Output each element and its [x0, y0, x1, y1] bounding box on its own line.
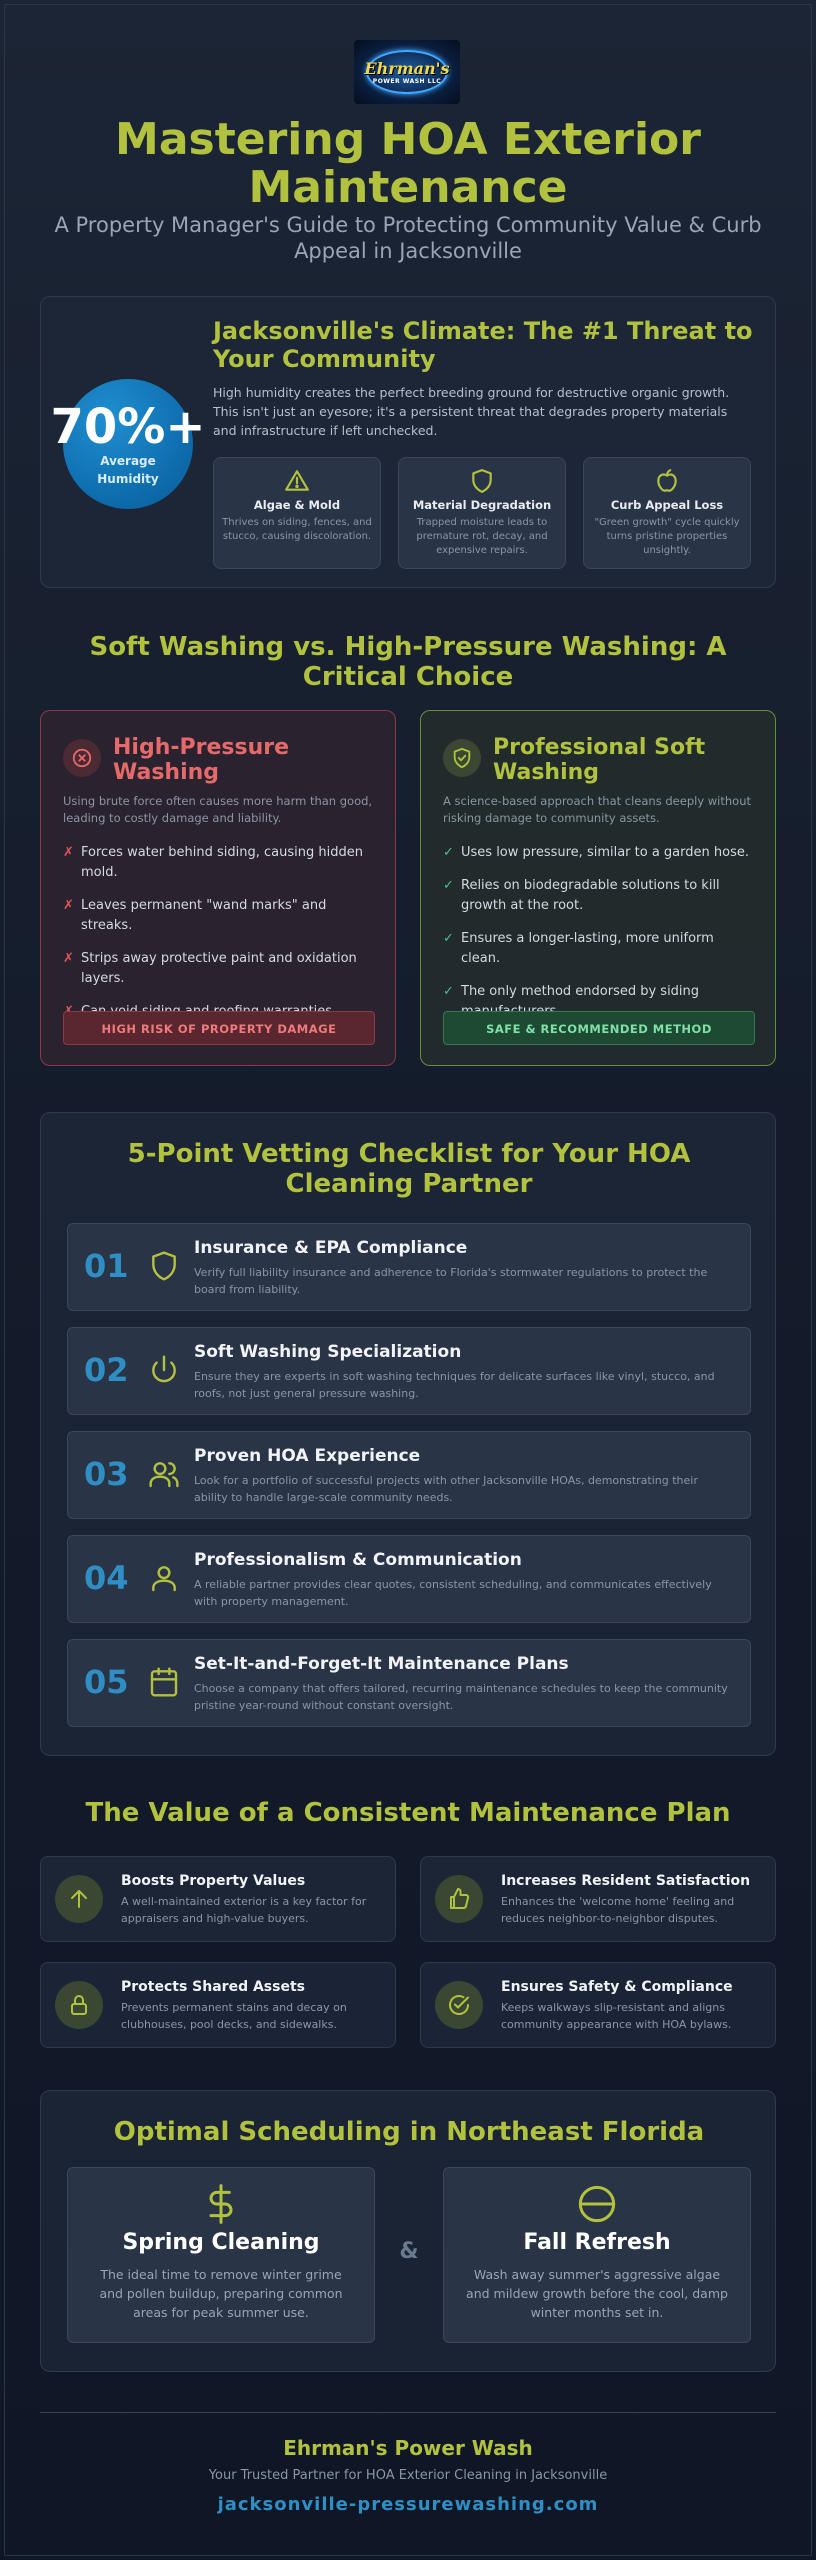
list-item: ✗ Strips away protective paint and oxidation layers.	[63, 951, 357, 986]
ampersand: &	[399, 2239, 419, 2264]
spring-title: Spring Cleaning	[122, 2230, 320, 2255]
value-card-text: Keeps walkways slip-resistant and aligns community appearance with HOA bylaws.	[501, 2001, 732, 2031]
soft-wash-list	[443, 843, 755, 1035]
check-mark: ✓	[443, 878, 454, 893]
checklist-item-text: Ensure they are experts in soft washing techniques for delicate surfaces like vinyl, stucco, and roofs, not just general pressure washing.	[194, 1370, 715, 1400]
checklist-item	[67, 1327, 751, 1415]
cross-mark: ✗	[63, 898, 74, 913]
threat-card-text: "Green growth" cycle quickly turns pristine properties unsightly.	[594, 517, 740, 556]
list-item: ✓ The only method endorsed by siding	[443, 982, 755, 1022]
threat-card-title: Material Degradation	[412, 498, 552, 512]
list-item: ✗ Leaves permanent "wand marks" and streaks.	[63, 898, 327, 933]
check-mark: ✓	[443, 984, 454, 999]
value-card-text: A well-maintained exterior is a key factor for appraisers and high-value buyers.	[121, 1895, 367, 1925]
check-circle-icon	[435, 1981, 483, 2029]
spring-text: The ideal time to remove winter grime and pollen buildup, preparing common areas for peak summer use.	[99, 2267, 343, 2320]
list-item: ✓ Relies on biodegradable solutions to kill growth at the root.	[443, 878, 720, 913]
dollar-icon	[201, 2184, 241, 2224]
list-item: ✓ Ensures a longer-lasting, more uniform clean.	[443, 931, 714, 966]
shield-icon	[469, 468, 495, 494]
checklist-item-text: A reliable partner provides clear quotes, consistent scheduling, and communicates effectively with property management.	[194, 1578, 712, 1608]
value-card	[40, 1962, 396, 2048]
value-card	[420, 1962, 776, 2048]
checklist-number: 04	[84, 1559, 129, 1597]
checklist-item-text: Choose a company that offers tailored, recurring maintenance schedules to keep the community pristine year-round without constant oversight.	[194, 1682, 728, 1712]
safe-badge: SAFE & RECOMMENDED METHOD	[443, 1011, 755, 1045]
threat-card-title: Algae & Mold	[253, 498, 341, 512]
humidity-label: Average Humidity	[97, 454, 159, 486]
website-link[interactable]: jacksonville-pressurewashing.com	[217, 2494, 599, 2515]
value-card	[420, 1856, 776, 1942]
checklist-number: 03	[84, 1455, 129, 1493]
fall-card	[443, 2167, 751, 2343]
checklist-title: 5-Point Vetting Checklist for Your HOA Cleaning Partner	[127, 1139, 691, 1199]
footer-divider	[40, 2412, 776, 2413]
shield-icon	[148, 1250, 180, 1282]
checklist-item-text: Look for a portfolio of successful projects with other Jacksonville HOAs, demonstrating their ability to handle large-scale community needs.	[194, 1474, 698, 1504]
schedule-section	[40, 2090, 776, 2372]
users-icon	[148, 1458, 180, 1490]
user-icon	[148, 1562, 180, 1594]
thumbs-up-icon	[435, 1875, 483, 1923]
checklist-item	[67, 1223, 751, 1311]
value-card	[40, 1856, 396, 1942]
checklist-item-title: Professionalism & Communication	[194, 1550, 522, 1570]
high-pressure-list	[63, 843, 375, 1035]
fall-title: Fall Refresh	[523, 2230, 671, 2255]
value-title: The Value of a Consistent Maintenance Plan	[85, 1798, 731, 1828]
soft-wash-description: A science-based approach that cleans deeply without risking damage to community assets.	[443, 794, 752, 825]
high-pressure-description: Using brute force often causes more harm than good, leading to costly damage and liability.	[63, 794, 373, 825]
threat-card-degradation	[398, 457, 566, 569]
checklist-item-title: Soft Washing Specialization	[194, 1342, 462, 1362]
power-icon	[148, 1354, 180, 1386]
apple-icon	[654, 468, 680, 494]
logo-name: Ehrman's	[364, 59, 450, 78]
checklist-item	[67, 1535, 751, 1623]
footer-tagline: Your Trusted Partner for HOA Exterior Cleaning in Jacksonville	[208, 2468, 608, 2483]
list-item: ✓ Uses low pressure, similar to a garden hose.	[443, 843, 755, 863]
humidity-stat-circle	[50, 379, 206, 509]
checklist-number: 02	[84, 1351, 129, 1389]
schedule-title: Optimal Scheduling in Northeast Florida	[113, 2117, 705, 2147]
value-card-title: Ensures Safety & Compliance	[501, 1979, 733, 1995]
page-subtitle: A Property Manager's Guide to Protecting Community Value & Curb Appeal in Jacksonville	[54, 213, 762, 263]
footer-brand: Ehrman's Power Wash	[283, 2436, 533, 2460]
high-pressure-column	[40, 710, 396, 1066]
logo-tagline: POWER WASH LLC	[372, 78, 442, 85]
soft-wash-title: Professional Soft Washing	[493, 735, 706, 785]
checklist-item-title: Proven HOA Experience	[194, 1446, 421, 1466]
climate-description: High humidity creates the perfect breeding ground for destructive organic growth. This isn't just an eyesore; it's a persistent threat that degrades property materials and infrastructure if left unchecked.	[213, 385, 730, 438]
value-card-title: Protects Shared Assets	[121, 1979, 305, 1995]
soft-wash-column	[420, 710, 776, 1066]
cross-mark: ✗	[63, 951, 74, 966]
checklist-item	[67, 1431, 751, 1519]
threat-card-algae	[213, 457, 381, 569]
checklist-item-title: Set-It-and-Forget-It Maintenance Plans	[194, 1654, 569, 1674]
checklist-item-title: Insurance & EPA Compliance	[194, 1238, 468, 1258]
compare-title: Soft Washing vs. High-Pressure Washing: A Critical Choice	[89, 632, 727, 692]
threat-card-text: Thrives on siding, fences, and stucco, causing discoloration.	[222, 517, 372, 542]
checklist-number: 05	[84, 1663, 129, 1701]
check-mark: ✓	[443, 931, 454, 946]
value-card-title: Increases Resident Satisfaction	[501, 1873, 751, 1889]
high-pressure-title: High-Pressure Washing	[113, 735, 290, 785]
fall-text: Wash away summer's aggressive algae and mildew growth before the cool, damp winter months set in.	[466, 2267, 728, 2320]
value-card-text: Enhances the 'welcome home' feeling and reduces neighbor-to-neighbor disputes.	[501, 1895, 735, 1925]
calendar-icon	[148, 1666, 180, 1698]
spring-card	[67, 2167, 375, 2343]
arrow-up-icon	[55, 1875, 103, 1923]
close-circle-icon	[63, 739, 101, 777]
risk-badge: HIGH RISK OF PROPERTY DAMAGE	[63, 1011, 375, 1045]
checklist-section	[40, 1112, 776, 1756]
threat-card-text: Trapped moisture leads to premature rot, decay, and expensive repairs.	[416, 517, 548, 556]
checklist-item-text: Verify full liability insurance and adherence to Florida's stormwater regulations to protect the board from liability.	[194, 1266, 708, 1296]
circle-minus-icon	[577, 2184, 617, 2224]
list-item: ✗ Forces water behind siding, causing hidden mold.	[63, 845, 363, 880]
warning-triangle-icon	[284, 468, 310, 494]
company-logo	[354, 40, 460, 104]
shield-check-icon	[443, 739, 481, 777]
value-card-title: Boosts Property Values	[121, 1873, 306, 1889]
threat-card-title: Curb Appeal Loss	[610, 498, 724, 512]
humidity-value: 70%+	[50, 399, 206, 455]
check-mark: ✓	[443, 845, 454, 860]
checklist-item	[67, 1639, 751, 1727]
climate-section	[40, 296, 776, 588]
checklist-number: 01	[84, 1247, 129, 1285]
value-card-text: Prevents permanent stains and decay on clubhouses, pool decks, and sidewalks.	[121, 2001, 347, 2031]
page-title: Mastering HOA Exterior Maintenance	[115, 114, 701, 213]
cross-mark: ✗	[63, 845, 74, 860]
threat-card-curb-appeal	[583, 457, 751, 569]
climate-title: Jacksonville's Climate: The #1 Threat to Your Community	[213, 317, 753, 373]
lock-icon	[55, 1981, 103, 2029]
